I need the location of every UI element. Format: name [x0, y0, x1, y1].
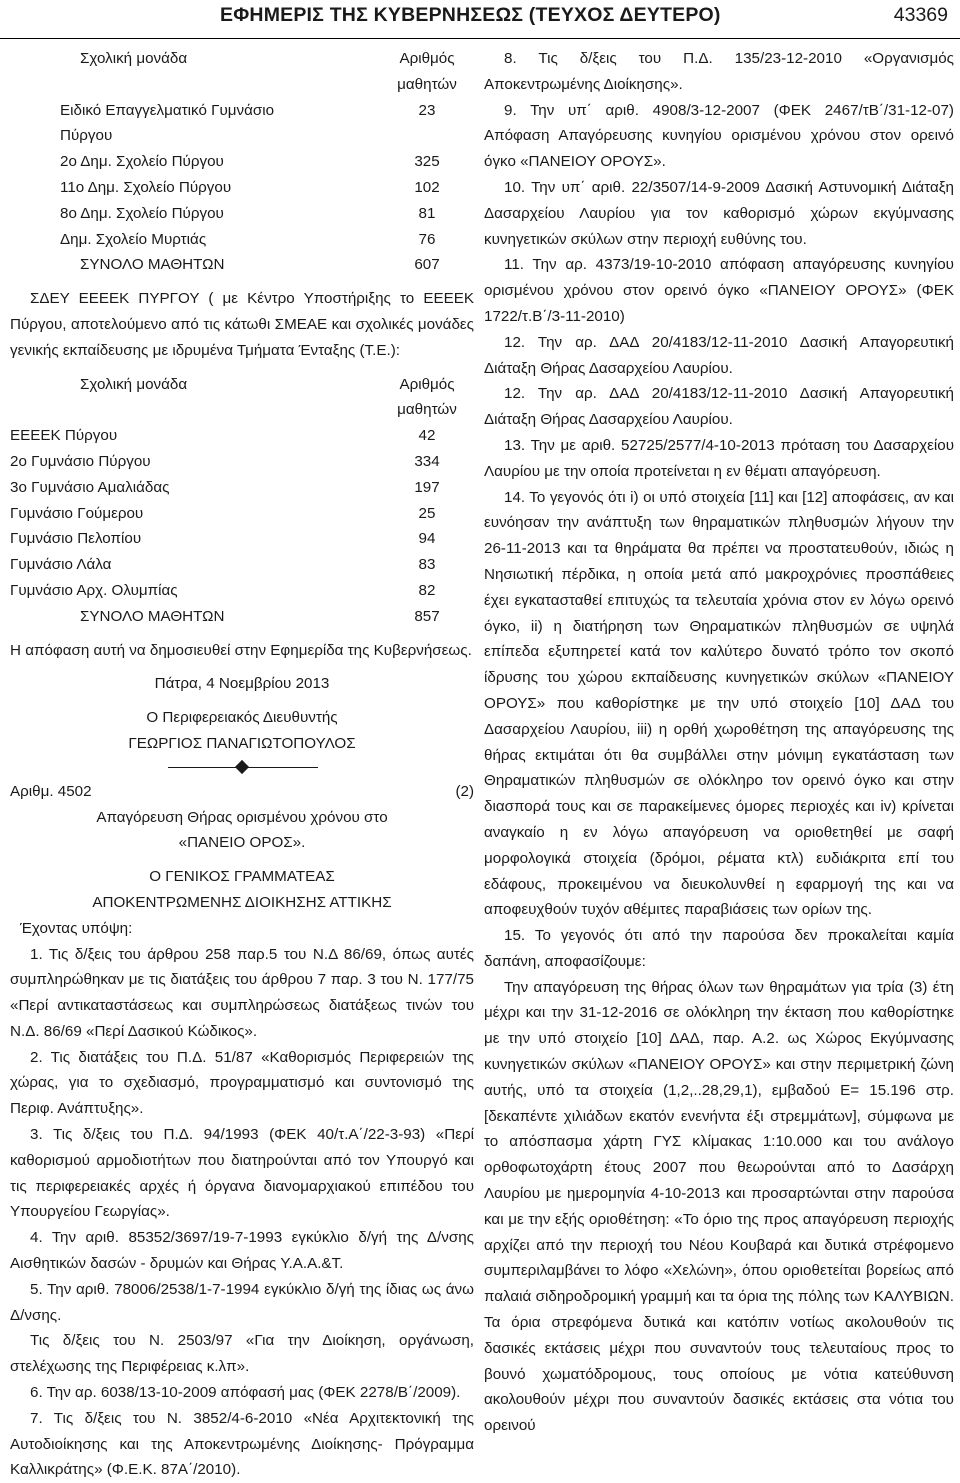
table-row — [10, 123, 474, 149]
consideration-item: 7. Τις δ/ξεις του Ν. 3852/4-6-2010 «Νέα Αρχιτεκτονική της Αυτοδιοίκησης και της Αποκεντρωμένης Διοίκησης- Πρόγραμμα Καλλικράτης» (Φ.Ε.Κ. 87Α΄/2010). — [10, 1409, 474, 1479]
consideration-item: 1. Τις δ/ξεις του άρθρου 258 παρ.5 του Ν.Δ 86/69, όπως αυτές συμπληρώθηκαν με τις διατάξεις του άρθρου 7 παρ. 3 του Ν. 177/75 «Περί αντικαταστάσεως και συμπληρώσεως διατάξεως τινών του Ν.Δ. 86/69 «Περί Δασικού Κώδικος». — [10, 945, 474, 1040]
consideration-item: 15. Το γεγονός ότι από την παρούσα δεν προκαλείται καμία δαπάνη, αποφασίζουμε: — [484, 927, 954, 970]
table-row — [10, 449, 474, 475]
consideration-item: 11. Την αρ. 4373/19-10-2010 απόφαση απαγόρευσης κυνηγίου ορισμένου χρόνου στον ορεινό όγκο «ΠΑΝΕΙΟΥ ΟΡΟΥΣ» (ΦΕΚ 1722/τ.Β΄/3-11-2010) — [484, 256, 954, 325]
column-header-school: Σχολική μονάδα — [80, 50, 188, 67]
decision-text: Την απαγόρευση της θήρας όλων των θηραμάτων για τρία (3) έτη μέχρι και την 31-12-2016 σε ολόκληρη την έκταση που καθορίστηκε με την υπό στοιχείο [10] ΔΑΔ, παρ. Α.2. ως Χώρος Εκγύμνασης κυνηγετικών σκύλων «ΠΑΝΕΙΟΥ ΟΡΟΥΣ» και στην περιμετρική ζώνη αυτής, υπό τα στοιχεία (1,2,..28,29,1), εμβαδού Ε= 15.196 στρ.[δεκαπέντε χιλιάδων εκατόν ενενήντα έξι στρεμμάτων], σύμφωνα με το απόσπασμα χάρτη ΓΥΣ κλίμακας 1:10.000 και του ανάλογο ορθοφωτοχάρτη έτους 2007 που θεωρούνται από το Δασάρχη Λαυρίου με ημερομηνία 4-10-2013 και προσαρτώνται στην παρούσα και με την εξής οριοθέτηση: «Το όριο της προς απαγόρευση περιοχής αρχίζει από την περιοχή του Νέου Κουβαρά και δυτικά στρέφομενο συμπεριλαμβάνει το λόφο «Χελώνη», όπου οριοθετείται βορείως από παλαιά σιδηροδρομική γραμμή και τα όρια της πόλης των ΚΑΛΥΒΙΩΝ. Τα όρια στρεφόμενα δυτικά και κατόπιν νοτίως ακολουθούν τις δασικές εκτάσεις μέχρι που συναντούν τους τελευταίους προς το βουνό χωματόδρομους, τους οποίους με νότια κατεύθυνση ακολουθούν μέχρι που συναντούν δασικές εκτάσεις στα νότια του ορεινού — [484, 978, 954, 1435]
decision-number: Αριθμ. 4502 — [10, 782, 92, 800]
total-label: ΣΥΝΟΛΟ ΜΑΘΗΤΩΝ — [80, 256, 225, 274]
right-column — [484, 46, 954, 1439]
diamond-icon — [235, 760, 249, 774]
school-name: Πύργου — [60, 127, 113, 145]
table-total-row — [10, 604, 474, 630]
column-header-school: Σχολική μονάδα — [80, 375, 188, 393]
having-considered: Έχοντας υπόψη: — [20, 919, 133, 937]
consideration-item: 5. Την αριθ. 78006/2538/1-7-1994 εγκύκλιο δ/γή της ίδιας ως άνω Δ/νσης. — [10, 1280, 474, 1324]
consideration-item: 9. Την υπ΄ αριθ. 4908/3-12-2007 (ΦΕΚ 2467/τΒ΄/31-12-07) Απόφαση Απαγόρευσης κυνηγίου ορισμένου χρόνου στον ορεινό όγκο «ΠΑΝΕΙΟΥ ΟΡΟΥΣ». — [484, 101, 954, 171]
table-row — [10, 501, 474, 527]
table-row — [10, 578, 474, 604]
students-table-1 — [10, 46, 474, 278]
school-name: 3ο Γυμνάσιο Αμαλιάδας — [10, 478, 170, 496]
table-row — [10, 201, 474, 227]
school-name: ΕΕΕΕΚ Πύργου — [10, 427, 118, 445]
consideration-item: 12. Την αρ. ΔΑΔ 20/4183/12-11-2010 Δασική Απαγορευτική Διάταξη Θήρας Δασαρχείου Λαυρίου. — [484, 385, 954, 429]
table-row — [10, 227, 474, 253]
student-count: 325 — [414, 153, 440, 171]
authority-line-2: ΑΠΟΚΕΝΤΡΩΜΕΝΗΣ ΔΙΟΙΚΗΣΗΣ ΑΤΤΙΚΗΣ — [92, 893, 392, 911]
signer-title: Ο Περιφερειακός Διευθυντής — [146, 709, 338, 727]
consideration-item: 14. Το γεγονός ότι i) οι υπό στοιχεία [11] και [12] αποφάσεις, αν και ευνόησαν την ανάπτυξη των θηραματικών πληθυσμών λήγουν την 26-11-2013 και τα θηράματα θα πρέπει να προστατευθούν, ιδιώς η Νησιωτική πέρδικα, η οποία μετά από μακροχρόνιες προσπάθειες έχει εγκατασταθεί επιτυχώς τα τελευταία χρόνια στον εν λόγω ορεινό όγκο, ii) η διατήρηση των Θηραματικών πληθυσμών σε υψηλά επίπεδα εξυπηρετεί κατά τον καλύτερο δυνατό τρόπο τον σκοπό ίδρυσης του χώρου εκπαίδευσης κυνηγετικών σκύλων «ΠΑΝΕΙΟΥ ΟΡΟΥΣ» που καθορίστηκε με την υπό στοιχείο [10] ΔΑΔ του Δασαρχείου Λαυρίου, iii) η ορθή χωροθέτηση της απαγόρευσης της θήρας εκτιμάται ότι θα συμβάλλει στην μόνιμη εγκατάσταση των Θηραματικών πληθυσμών σε ολόκληρο τον ορεινό όγκο και στην διασπορά τους και σε παρακείμενες όμορες περιοχές και iv) κρίνεται αναγκαίο η εν λόγω απαγόρευση να οριοθετηθεί με σαφή μορφολογικά στοιχεία (δρόμοι, ρέματα κτλ) ευδιάκριτα επί του εδάφους, προκειμένου να διευκολυνθεί η εφαρμογή της και να αποφευχθούν τυχόν αθέμιτες παραβιάσεις των ορίων της. — [484, 488, 954, 919]
student-count: 83 — [418, 556, 436, 574]
table-header-row — [10, 372, 474, 424]
left-column — [10, 46, 474, 1483]
decision-title-line-2: «ΠΑΝΕΙΟ ΟΡΟΣ». — [178, 834, 306, 852]
school-name: 2ο Γυμνάσιο Πύργου — [10, 452, 151, 470]
school-name: Γυμνάσιο Γούμερου — [10, 504, 144, 522]
total-count: 607 — [414, 256, 440, 274]
student-count: 23 — [418, 101, 436, 119]
decision-index: (2) — [455, 782, 474, 800]
school-name: Δημ. Σχολείο Μυρτιάς — [60, 230, 207, 248]
student-count: 102 — [414, 178, 440, 196]
table-row — [10, 98, 474, 124]
table-header-row — [10, 46, 474, 98]
table-row — [10, 423, 474, 449]
student-count: 25 — [418, 504, 436, 522]
table-total-row — [10, 252, 474, 278]
table-row — [10, 475, 474, 501]
consideration-item: 4. Την αριθ. 85352/3697/19-7-1993 εγκύκλιο δ/γή της Δ/νσης Αισθητικών δασών - δρυμών και Θήρας Υ.Α.Α.&Τ. — [10, 1229, 474, 1273]
total-label: ΣΥΝΟΛΟ ΜΑΘΗΤΩΝ — [80, 607, 225, 625]
consideration-item: 6. Την αρ. 6038/13-10-2009 απόφασή μας (ΦΕΚ 2278/Β΄/2009). — [30, 1384, 461, 1402]
school-name: Γυμνάσιο Λάλα — [10, 556, 112, 574]
table-row — [10, 149, 474, 175]
students-table-2 — [10, 372, 474, 630]
student-count: 81 — [418, 204, 436, 222]
school-name: 2ο Δημ. Σχολείο Πύργου — [60, 153, 224, 171]
total-count: 857 — [414, 607, 440, 625]
student-count — [380, 123, 474, 149]
section-divider — [10, 757, 474, 779]
student-count: 42 — [418, 427, 436, 445]
consideration-item: 12. Την αρ. ΔΑΔ 20/4183/12-11-2010 Δασική Απαγορευτική Διάταξη Θήρας Δασαρχείου Λαυρίου. — [484, 333, 954, 377]
consideration-item: 13. Την με αριθ. 52725/2577/4-10-2013 πρόταση του Δασαρχείου Λαυρίου με την οποία προτείνεται η εν θέματι απαγόρευση. — [484, 436, 954, 480]
table-row — [10, 552, 474, 578]
place-date: Πάτρα, 4 Νοεμβρίου 2013 — [154, 675, 330, 693]
decision-title-line-1: Απαγόρευση Θήρας ορισμένου χρόνου στο — [96, 808, 388, 826]
signer-name: ΓΕΩΡΓΙΟΣ ΠΑΝΑΓΙΩΤΟΠΟΥΛΟΣ — [128, 734, 356, 752]
page-number: 43369 — [893, 4, 948, 26]
column-header-students: Αριθμός μαθητών — [397, 375, 457, 419]
student-count: 197 — [414, 478, 440, 496]
column-header-students: Αριθμός μαθητών — [397, 50, 457, 93]
page-header — [0, 0, 960, 39]
school-name: 8ο Δημ. Σχολείο Πύργου — [60, 204, 224, 222]
student-count: 334 — [414, 452, 440, 470]
publication-note: Η απόφαση αυτή να δημοσιευθεί στην Εφημερίδα της Κυβερνήσεως. — [10, 641, 472, 659]
gazette-title: ΕΦΗΜΕΡΙΣ ΤΗΣ ΚΥΒΕΡΝΗΣΕΩΣ (ΤΕΥΧΟΣ ΔΕΥΤΕΡΟ) — [220, 4, 721, 26]
school-name: 11ο Δημ. Σχολείο Πύργου — [60, 178, 232, 196]
consideration-item: Τις δ/ξεις του Ν. 2503/97 «Για την Διοίκηση, οργάνωση, στελέχωσης της Περιφέρειας κ.λπ». — [10, 1332, 474, 1376]
consideration-item: 2. Τις διατάξεις του Π.Δ. 51/87 «Καθορισμός Περιφερειών της χώρας, για το σχεδιασμό, προγραμματισμό και συντονισμό της Περιφ. Ανάπτυξης». — [10, 1048, 474, 1118]
student-count: 82 — [418, 581, 436, 599]
table-row — [10, 175, 474, 201]
consideration-item: 8. Τις δ/ξεις του Π.Δ. 135/23-12-2010 «Οργανισμός Αποκεντρωμένης Διοίκησης». — [484, 50, 954, 93]
school-name: Γυμνάσιο Αρχ. Ολυμπίας — [10, 581, 178, 599]
table-row — [10, 526, 474, 552]
decision-number-row — [10, 779, 474, 805]
consideration-item: 10. Την υπ΄ αριθ. 22/3507/14-9-2009 Δασική Αστυνομική Διάταξη Δασαρχείου Λαυρίου για τον καθορισμό χώρων εκγύμνασης κυνηγετικών σκύλων στην περιοχή ευθύνης του. — [484, 178, 954, 248]
authority-line-1: Ο ΓΕΝΙΚΟΣ ΓΡΑΜΜΑΤΕΑΣ — [149, 868, 335, 886]
student-count: 76 — [418, 230, 436, 248]
school-name: Ειδικό Επαγγελματικό Γυμνάσιο — [60, 101, 275, 119]
sdey-paragraph: ΣΔΕΥ ΕΕΕΕΚ ΠΥΡΓΟΥ ( με Κέντρο Υποστήριξης το ΕΕΕΕΚ Πύργου, αποτελούμενο από τις κάτωθι ΣΜΕΑΕ και σχολικές μονάδες γενικής εκπαίδευσης με ιδρυμένα Τμήματα Ένταξης (Τ.Ε.): — [10, 290, 474, 359]
student-count: 94 — [418, 530, 436, 548]
consideration-item: 3. Τις δ/ξεις του Π.Δ. 94/1993 (ΦΕΚ 40/τ.Α΄/22-3-93) «Περί καθορισμού αρμοδιοτήτων που διατηρούνται από τον Υπουργό και τις περιφερειακές αρχές ή όργανα διανομαρχιακού επιπέδου του Υπουργείου Γεωργίας». — [10, 1126, 474, 1221]
school-name: Γυμνάσιο Πελοπίου — [10, 530, 142, 548]
